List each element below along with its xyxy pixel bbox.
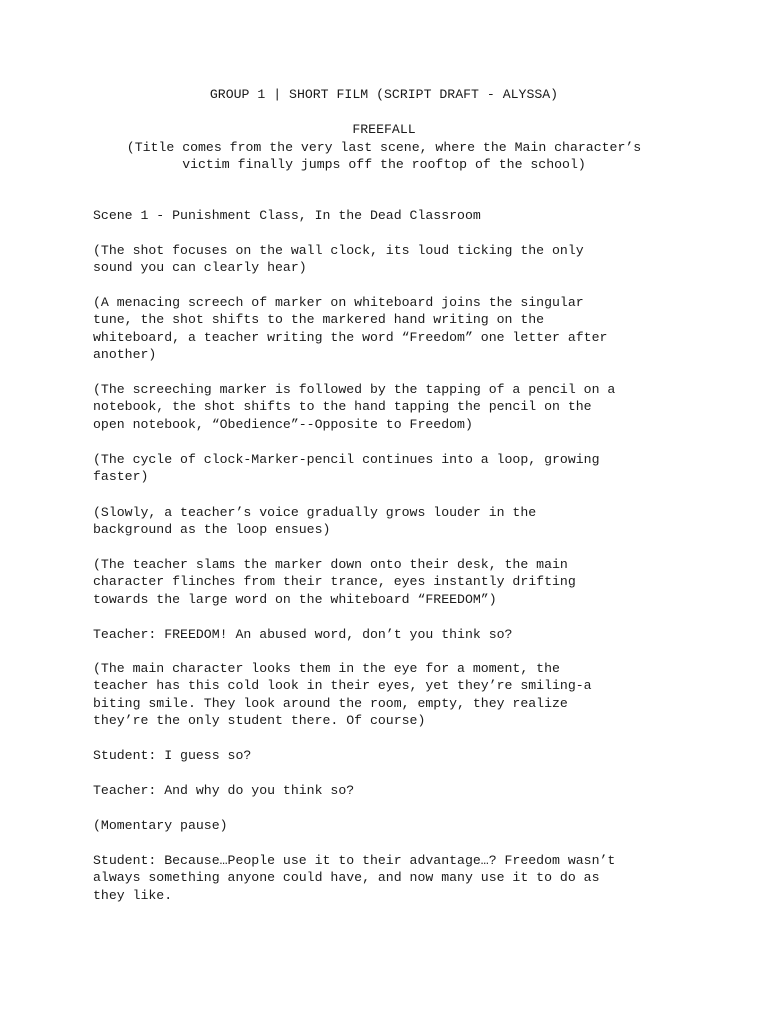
film-title: FREEFALL bbox=[352, 122, 416, 137]
action-paragraph-loop: (The cycle of clock-Marker-pencil continues into a loop, growing faster) bbox=[93, 452, 600, 485]
dialogue-teacher-freedom: Teacher: FREEDOM! An abused word, don’t you think so? bbox=[93, 627, 513, 642]
action-paragraph-voice: (Slowly, a teacher’s voice gradually grows louder in the background as the loop ensues) bbox=[93, 505, 537, 538]
dialogue-student-guess: Student: I guess so? bbox=[93, 748, 252, 763]
dialogue-teacher-why: Teacher: And why do you think so? bbox=[93, 783, 355, 798]
title-note-line-2: victim finally jumps off the rooftop of the school) bbox=[182, 157, 586, 172]
scene-heading: Scene 1 - Punishment Class, In the Dead Classroom bbox=[93, 208, 481, 223]
action-paragraph-marker: (A menacing screech of marker on whiteboard joins the singular tune, the shot shifts to the markered hand writing on the whiteboard, a teacher writing the word “Freedom” one letter after another) bbox=[93, 295, 608, 363]
title-note-line-1: (Title comes from the very last scene, where the Main character’s bbox=[126, 139, 642, 155]
action-paragraph-clock: (The shot focuses on the wall clock, its loud ticking the only sound you can clearly hear) bbox=[93, 243, 584, 276]
action-paragraph-slam: (The teacher slams the marker down onto their desk, the main character flinches from their trance, eyes instantly drifting towards the large word on the whiteboard “FREEDOM”) bbox=[93, 557, 576, 607]
action-paragraph-pause: (Momentary pause) bbox=[93, 818, 228, 833]
action-paragraph-pencil: (The screeching marker is followed by the tapping of a pencil on a notebook, the shot shifts to the hand tapping the pencil on the open notebook, “Obedience”--Opposite to Freedom) bbox=[93, 382, 616, 432]
group-header-line: GROUP 1 | SHORT FILM (SCRIPT DRAFT - ALYSSA) bbox=[209, 87, 559, 102]
dialogue-student-because: Student: Because…People use it to their advantage…? Freedom wasn’t always something anyone could have, and now many use it to do as they like. bbox=[93, 853, 616, 903]
action-paragraph-look: (The main character looks them in the eye for a moment, the teacher has this cold look in their eyes, yet they’re smiling-a biting smile. They look around the room, empty, they realize they’re the only student there. Of course) bbox=[93, 661, 592, 729]
